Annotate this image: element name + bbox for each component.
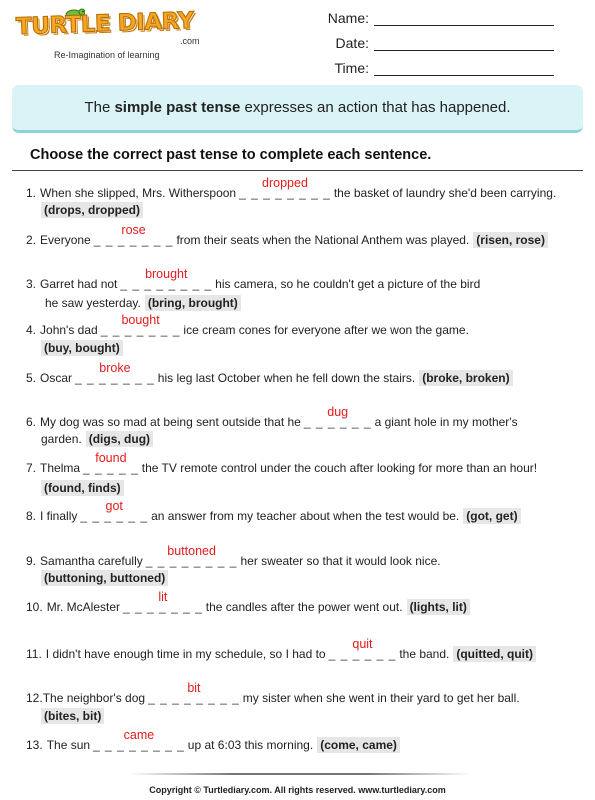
answer-options: (found, finds): [41, 480, 124, 496]
time-line[interactable]: [374, 62, 554, 76]
answer-blank[interactable]: [93, 728, 185, 752]
question-number: 7.: [26, 461, 37, 475]
question-text-before: My dog was so mad at being sent outside that he: [40, 415, 301, 429]
question-text-before: Samantha carefully: [40, 554, 143, 568]
definition-box: [12, 85, 583, 133]
question-text-line2: he saw yesterday.: [45, 296, 141, 310]
question-number: 8.: [26, 509, 37, 523]
answer-text: broke: [99, 361, 131, 375]
question-number: 13.: [26, 738, 43, 752]
date-line[interactable]: [374, 37, 554, 51]
definition-post: expresses an action that has happened.: [240, 99, 511, 116]
question-text-after: the TV remote control under the couch after looking for more than an hour!: [141, 461, 538, 475]
answer-blank[interactable]: [123, 590, 203, 614]
question-11: [26, 637, 536, 662]
question-text-before: Everyone: [40, 233, 91, 247]
question-7-continued: [41, 480, 124, 496]
question-4: [26, 313, 469, 337]
question-1: [26, 176, 557, 200]
question-text-after: a giant hole in my mother's: [374, 415, 518, 429]
blank-underline: _ _ _ _ _ _ _: [75, 371, 155, 385]
answer-text: found: [95, 451, 127, 465]
copyright-footer: Copyright © Turtlediary.com. All rights reserved. www.turtlediary.com: [149, 785, 446, 795]
logo-domain: .com: [180, 36, 200, 46]
name-label: Name:: [327, 10, 369, 26]
time-label: Time:: [334, 60, 369, 76]
question-12: [26, 681, 520, 705]
question-number: 12.: [26, 691, 43, 705]
answer-text: came: [123, 728, 155, 742]
question-text-before: The sun: [46, 738, 91, 752]
answer-options: (lights, lit): [407, 599, 470, 615]
answer-options: (digs, dug): [86, 431, 153, 447]
question-text-after: the basket of laundry she'd been carrying.: [333, 186, 557, 200]
blank-underline: _ _ _ _ _ _ _: [93, 233, 174, 247]
name-line[interactable]: [374, 12, 554, 26]
answer-blank[interactable]: [148, 681, 240, 705]
question-5: [26, 361, 513, 386]
blank-underline: _ _ _ _ _ _ _: [123, 600, 203, 614]
answer-text: brought: [145, 267, 188, 281]
name-field-row: [322, 8, 554, 26]
answer-text: bought: [121, 313, 160, 327]
question-2: [26, 223, 548, 248]
answer-text: bit: [187, 681, 201, 695]
question-number: 5.: [26, 371, 37, 385]
time-field-row: [322, 58, 554, 76]
question-8: [26, 499, 521, 524]
answer-blank[interactable]: [93, 223, 174, 247]
definition-term: simple past tense: [114, 99, 241, 116]
question-9: [26, 544, 441, 568]
question-text-after: the band.: [399, 647, 450, 661]
blank-underline: _ _ _ _ _ _ _ _: [120, 277, 213, 291]
answer-blank[interactable]: [75, 361, 155, 385]
question-text-after: the candles after the power went out.: [205, 600, 403, 614]
question-4-continued: [41, 340, 123, 356]
definition-pre: The: [84, 99, 115, 116]
question-text-after: his leg last October when he fell down the stairs.: [157, 371, 416, 385]
question-text-before: When she slipped, Mrs. Witherspoon: [40, 186, 237, 200]
question-number: 6.: [26, 415, 37, 429]
question-text-before: John's dad: [40, 323, 98, 337]
blank-underline: _ _ _ _ _ _ _ _: [93, 738, 185, 752]
answer-text: dropped: [262, 176, 308, 190]
answer-options: (drops, dropped): [41, 202, 143, 218]
answer-text: quit: [352, 637, 373, 651]
blank-underline: _ _ _ _ _ _ _ _: [148, 691, 240, 705]
blank-underline: _ _ _ _ _ _: [303, 415, 372, 429]
answer-blank[interactable]: [80, 499, 149, 523]
answer-blank[interactable]: [328, 637, 397, 661]
question-text-after: ice cream cones for everyone after we won the game.: [183, 323, 469, 337]
answer-blank[interactable]: [303, 405, 372, 429]
answer-blank[interactable]: [100, 313, 181, 337]
question-text-after: my sister when she went in their yard to get her ball.: [242, 691, 520, 705]
question-7: [26, 451, 538, 475]
question-text-line2: garden.: [41, 432, 82, 446]
date-label: Date:: [335, 35, 369, 51]
instruction-divider: [12, 170, 583, 171]
answer-text: got: [105, 499, 123, 513]
answer-options: (got, get): [463, 508, 520, 524]
answer-blank[interactable]: [239, 176, 331, 200]
question-number: 9.: [26, 554, 37, 568]
date-field-row: [322, 33, 554, 51]
answer-blank[interactable]: [120, 267, 213, 291]
question-text-after: her sweater so that it would look nice.: [240, 554, 441, 568]
blank-underline: _ _ _ _ _ _: [80, 509, 149, 523]
question-text-after: from their seats when the National Anthem was played.: [176, 233, 470, 247]
question-number: 11.: [26, 647, 42, 661]
blank-underline: _ _ _ _ _ _ _ _: [145, 554, 238, 568]
turtle-diary-logo: [16, 6, 206, 62]
question-text-before: I finally: [40, 509, 78, 523]
question-1-continued: [41, 202, 143, 218]
answer-options: (bring, brought): [145, 295, 241, 311]
answer-options: (come, came): [317, 737, 400, 753]
question-6-continued: [41, 431, 153, 447]
blank-underline: _ _ _ _ _ _ _ _: [239, 186, 331, 200]
question-13: [26, 728, 400, 753]
answer-blank[interactable]: [145, 544, 238, 568]
question-text-before: Garret had not: [40, 277, 118, 291]
question-10: [26, 590, 470, 615]
footer-divider: [130, 773, 470, 775]
blank-underline: _ _ _ _ _ _ _: [100, 323, 181, 337]
question-9-continued: [41, 570, 168, 586]
answer-options: (bites, bit): [41, 708, 104, 724]
question-6: [26, 405, 518, 429]
answer-text: dug: [327, 405, 349, 419]
question-number: 2.: [26, 233, 37, 247]
instruction-heading: Choose the correct past tense to complete each sentence.: [30, 147, 432, 163]
question-12-continued: [41, 708, 104, 724]
question-text-before: I didn't have enough time in my schedule, so I had to: [45, 647, 326, 661]
logo-tagline: Re-Imagination of learning: [54, 50, 160, 60]
question-text-after: up at 6:03 this morning.: [187, 738, 314, 752]
answer-options: (buttoning, buttoned): [41, 570, 168, 586]
question-text-before: Oscar: [40, 371, 73, 385]
question-text-before: Thelma: [40, 461, 81, 475]
question-text-before: The neighbor's dog: [42, 691, 146, 705]
answer-options: (buy, bought): [41, 340, 123, 356]
question-3: [26, 267, 481, 291]
answer-options: (broke, broken): [419, 370, 512, 386]
answer-options: (quitted, quit): [453, 646, 536, 662]
question-text-after: his camera, so he couldn't get a picture of the bird: [215, 277, 481, 291]
answer-text: lit: [158, 590, 168, 604]
question-number: 3.: [26, 277, 37, 291]
blank-underline: _ _ _ _ _: [83, 461, 139, 475]
answer-text: rose: [121, 223, 146, 237]
question-number: 10.: [26, 600, 43, 614]
question-3-continued: [45, 295, 241, 311]
logo-wordmark: [16, 6, 194, 42]
blank-underline: _ _ _ _ _ _: [328, 647, 397, 661]
logo-text: TURTLE DIARY: [15, 7, 195, 41]
answer-options: (risen, rose): [473, 232, 548, 248]
answer-blank[interactable]: [83, 451, 139, 475]
question-number: 1.: [26, 186, 37, 200]
question-text-before: Mr. McAlester: [46, 600, 121, 614]
answer-text: buttoned: [167, 544, 216, 558]
question-number: 4.: [26, 323, 37, 337]
question-text-after: an answer from my teacher about when the test would be.: [151, 509, 460, 523]
